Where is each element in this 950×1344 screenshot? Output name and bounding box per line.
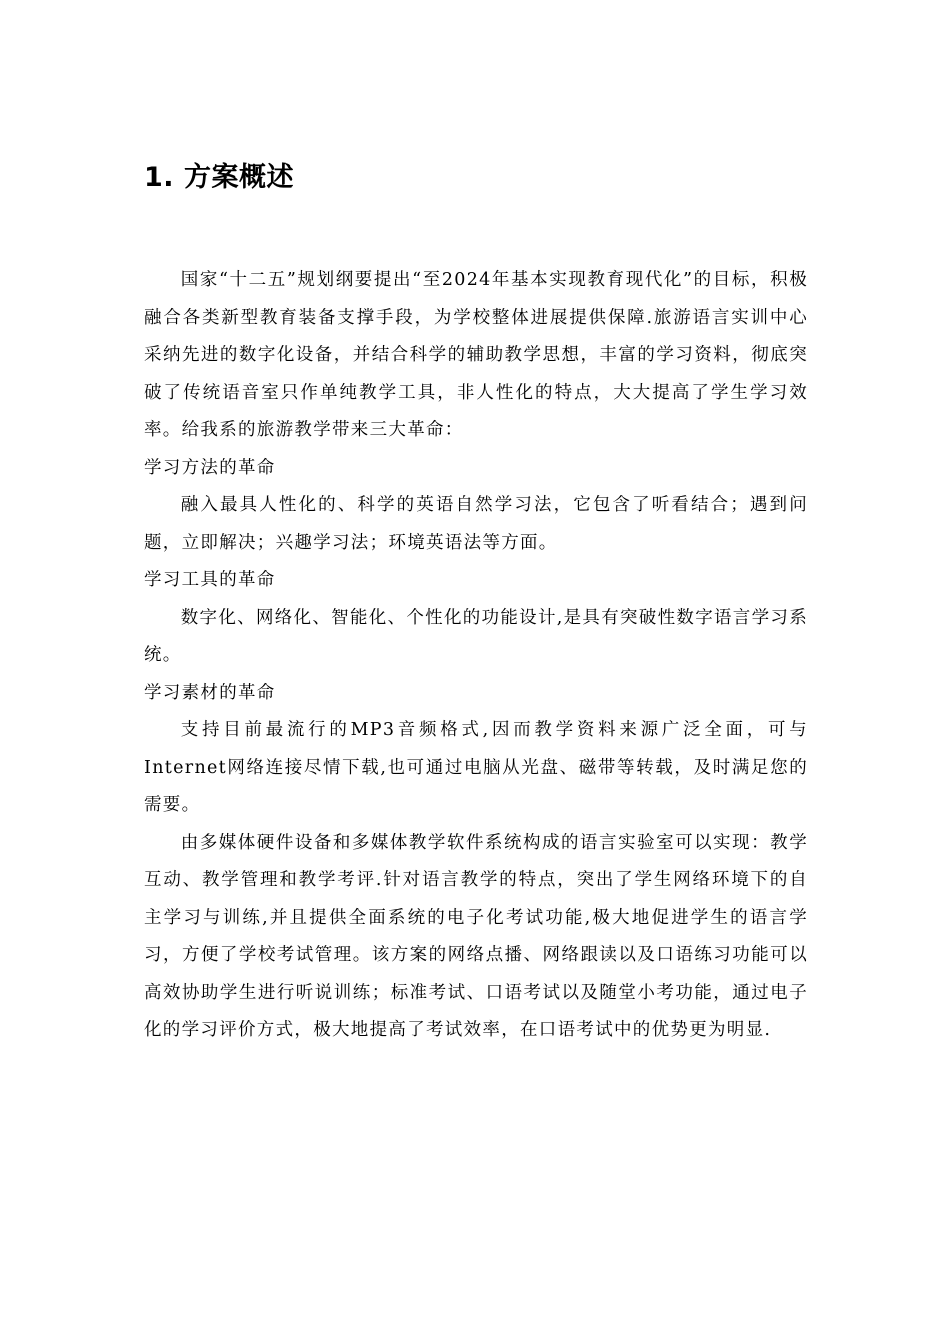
subheading-learning-materials: 学习素材的革命 — [144, 682, 276, 703]
subheading-learning-tools: 学习工具的革命 — [144, 570, 276, 590]
learning-method-paragraph: 融入最具人性化的、科学的英语自然学习法，它包含了听看结合；遇到问题，立即解决；兴趣学习法；环境英语法等方面。 — [144, 495, 808, 553]
subheading-learning-method: 学习方法的革命 — [144, 457, 276, 478]
intro-paragraph: 国家“十二五”规划纲要提出“至2024年基本实现教育现代化”的目标，积极融合各类新型教育装备支撑手段，为学校整体进展提供保障.旅游语言实训中心采纳先进的数字化设备，并结合科学的辅助教学思想，丰富的学习资料，彻底突破了传统语音室只作单纯教学工具，非人性化的特点，大大提高了学生学习效率。给我系的旅游教学带来三大革命： — [144, 270, 808, 440]
section-body — [144, 262, 808, 1050]
language-lab-paragraph: 由多媒体硬件设备和多媒体教学软件系统构成的语言实验室可以实现：教学互动、教学管理和教学考评.针对语言教学的特点，突出了学生网络环境下的自主学习与训练,并且提供全面系统的电子化考试功能,极大地促进学生的语言学习，方便了学校考试管理。该方案的网络点播、网络跟读以及口语练习功能可以高效协助学生进行听说训练；标准考试、口语考试以及随堂小考功能，通过电子化的学习评价方式，极大地提高了考试效率，在口语考试中的优势更为明显. — [144, 832, 808, 1040]
section-heading: 1. 方案概述 — [144, 162, 294, 193]
learning-materials-paragraph: 支持目前最流行的MP3音频格式,因而教学资料来源广泛全面，可与Internet网络连接尽情下载,也可通过电脑从光盘、磁带等转载，及时满足您的需要。 — [144, 720, 808, 815]
learning-tools-paragraph: 数字化、网络化、智能化、个性化的功能设计,是具有突破性数字语言学习系统。 — [144, 607, 809, 665]
